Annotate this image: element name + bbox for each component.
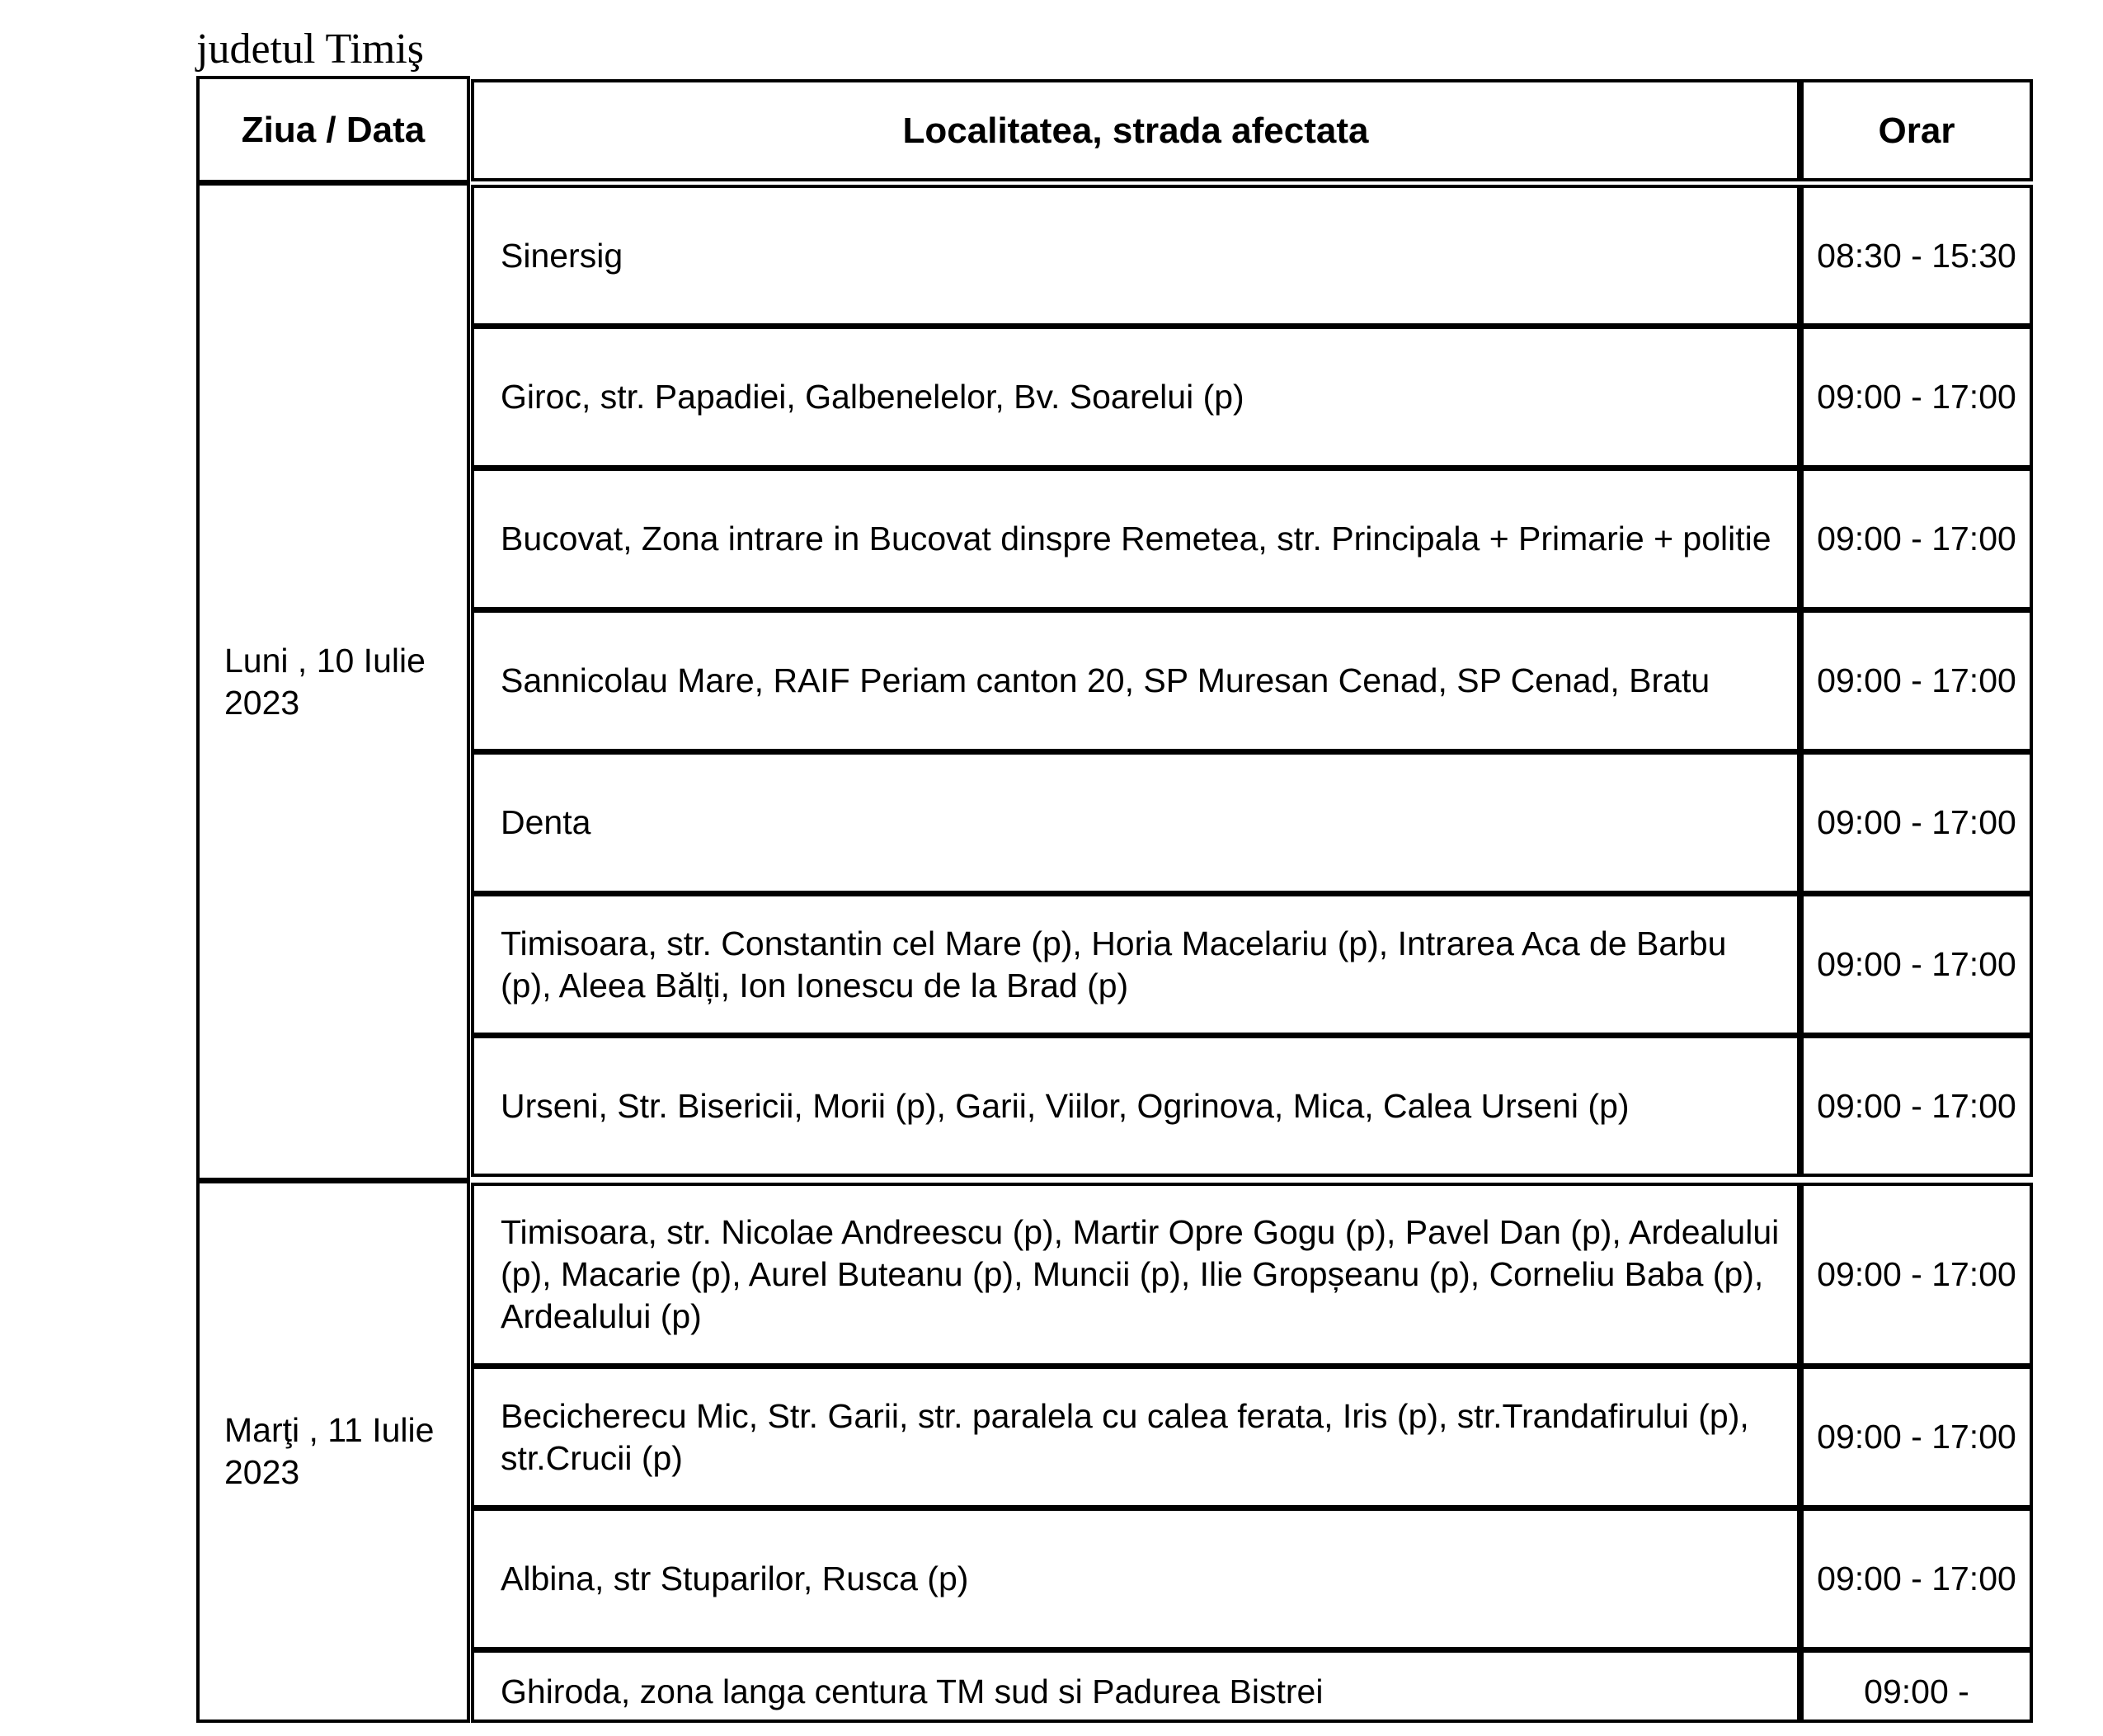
header-location-label: Localitatea, strada afectata — [902, 110, 1369, 151]
table-row-location — [471, 1035, 1800, 1177]
day-label: Marţi , 11 Iulie 2023 — [224, 1411, 435, 1491]
time-text: 09:00 - 17:00 — [1817, 378, 2016, 416]
header-day — [196, 76, 470, 183]
time-text: 09:00 - 17:00 — [1817, 520, 2016, 557]
day-cell — [196, 1180, 470, 1723]
table-row-time — [1800, 1649, 2033, 1723]
location-text: Sinersig — [501, 236, 623, 275]
location-text: Ghiroda, zona langa centura TM sud si Padurea Bistrei — [501, 1672, 1324, 1710]
table-row-time — [1800, 609, 2033, 752]
location-text: Giroc, str. Papadiei, Galbenelelor, Bv. Soarelui (p) — [501, 378, 1244, 416]
day-label: Luni , 10 Iulie 2023 — [224, 641, 426, 722]
location-text: Becicherecu Mic, Str. Garii, str. paralela cu calea ferata, Iris (p), str.Trandafirului (p), str.Crucii (p) — [501, 1396, 1749, 1477]
location-text: Bucovat, Zona intrare in Bucovat dinspre Remetea, str. Principala + Primarie + politie — [501, 520, 1771, 557]
header-day-label: Ziua / Data — [241, 109, 426, 150]
table-row-time — [1800, 751, 2033, 894]
county-heading: judetul Timiş — [196, 26, 424, 73]
day-cell — [196, 182, 470, 1181]
table-row-location — [471, 1366, 1800, 1508]
location-text: Sannicolau Mare, RAIF Periam canton 20, SP Muresan Cenad, SP Cenad, Bratu — [501, 661, 1710, 699]
table-row-location — [471, 893, 1800, 1036]
table-row-time — [1800, 1183, 2033, 1367]
time-text: 09:00 - 17:00 — [1817, 945, 2016, 983]
table-row-location — [471, 751, 1800, 894]
header-time-label: Orar — [1878, 110, 1955, 151]
table-row-location — [471, 609, 1800, 752]
table-bottom-rule — [471, 1720, 2033, 1723]
table-row-time — [1800, 893, 2033, 1036]
time-text: 09:00 - 17:00 — [1817, 1255, 2016, 1293]
location-text: Timisoara, str. Constantin cel Mare (p), Horia Macelariu (p), Intrarea Aca de Barbu (p), Aleea Bălți, Ion Ionescu de la Brad (p) — [501, 924, 1727, 1004]
time-text: 09:00 - — [1864, 1672, 1969, 1710]
time-text: 08:30 - 15:30 — [1817, 236, 2016, 275]
time-text: 09:00 - 17:00 — [1817, 803, 2016, 841]
time-text: 09:00 - 17:00 — [1817, 1086, 2016, 1125]
header-time — [1800, 79, 2033, 181]
location-text: Albina, str Stuparilor, Rusca (p) — [501, 1560, 969, 1597]
location-text: Denta — [501, 803, 591, 841]
table-row-location — [471, 1649, 1800, 1723]
table-row-time — [1800, 185, 2033, 327]
table-row-time — [1800, 1508, 2033, 1650]
time-text: 09:00 - 17:00 — [1817, 1560, 2016, 1597]
table-row-time — [1800, 468, 2033, 610]
time-text: 09:00 - 17:00 — [1817, 661, 2016, 699]
table-row-location — [471, 1183, 1800, 1367]
table-row-time — [1800, 1366, 2033, 1508]
header-location — [471, 79, 1800, 181]
table-row-location — [471, 326, 1800, 468]
location-text: Urseni, Str. Bisericii, Morii (p), Garii, Viilor, Ogrinova, Mica, Calea Urseni (p) — [501, 1086, 1630, 1125]
table-row-time — [1800, 326, 2033, 468]
time-text: 09:00 - 17:00 — [1817, 1418, 2016, 1456]
table-row-location — [471, 1508, 1800, 1650]
location-text: Timisoara, str. Nicolae Andreescu (p), Martir Opre Gogu (p), Pavel Dan (p), Ardealului (p), Macarie (p), Aurel Buteanu (p), Muncii (p), Ilie Gropșeanu (p), Corneliu Baba (p), Ardealului (p) — [501, 1213, 1780, 1335]
table-row-location — [471, 468, 1800, 610]
table-row-time — [1800, 1035, 2033, 1177]
table-row-location — [471, 185, 1800, 327]
